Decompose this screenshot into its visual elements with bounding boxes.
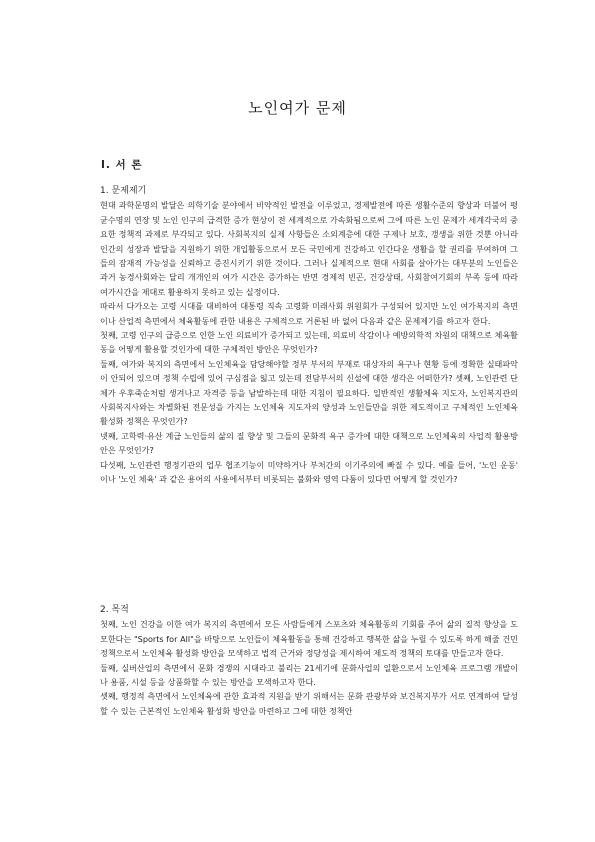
paragraph: 현대 과학문명의 발달은 의학기술 분야에서 비약적인 발전을 이루었고, 경제발전에 따른 생활수준의 향상과 더불어 평균수명의 연장 및 노인 인구의 급격한 증가 현상이 전 세계적으로 가속화됨으로써 그에 따른 노인 문제가 세계각국의 중요한 정책적 과제로 부각되고 있다. 사회복지의 실제 사항들은 소외계층에 대한 구제나 보호, 갱생을 위한 것뿐 아니라 인간의 성장과 발달을 지원하기 위한 개입활동으로서 모든 국민에게 건강하고 인간다운 생활을 할 권리를 부여하며 그들의 잠재적 가능성을 신뢰하고 증진시키기 위한 것이다. 그러나 실제적으로 현대 사회를 살아가는 대부분의 노인들은 과거 농경사회와는 달리 개개인의 여가 시간은 증가하는 반면 경제적 빈곤, 건강상태, 사회참여기회의 부족 등에 따라 여가시간을 제대로 활용하지 못하고 있는 실정이다. [100, 200, 518, 297]
paragraph: 첫째, 고령 인구의 급증으로 인한 노인 의료비가 증가되고 있는데, 의료비 삭감이나 예방의학적 차원의 대책으로 체육활동을 어떻게 활용할 것인가에 대한 구체적인 방안은 무엇인가? [100, 330, 518, 355]
paragraph: 넷째, 고학력·유산 계급 노인들의 삶의 질 향상 및 그들의 문화적 욕구 증가에 대한 대책으로 노인체육의 사업적 활용방안은 무엇인가? [100, 430, 518, 456]
document-title: 노인여가 문제 [248, 99, 347, 117]
section-heading-introduction: Ⅰ. 서 론 [101, 159, 143, 171]
subsection-purpose [100, 603, 518, 718]
paragraph: 둘째, 실버산업의 측면에서 문화 경쟁의 시대라고 불리는 21세기에 문화사업의 일환으로서 노인체육 프로그램 개발이나 용품, 시설 등을 상품화할 수 있는 방안을 모색하고자 한다. [100, 662, 518, 688]
paragraph: 첫째, 노인 건강을 이한 여가 복지의 측면에서 모든 사람들에게 스포츠와 체육활동의 기회를 주어 삶의 질적 향상을 도모한다는 "Sports for All"을 바탕으로 노인들이 체육활동을 통해 건강하고 행복한 삶을 누릴 수 있도록 하게 해줄 건민 정책으로서 노인체육 활성화 방안을 모색하고 법적 근거와 정당성을 제시하여 제도적 정책의 토대를 만들고자 한다. [100, 619, 518, 659]
subsection-heading: 1. 문제제기 [100, 186, 147, 196]
paragraph: 따라서 다가오는 고령 시대를 대비하여 대통령 직속 고령화 미래사회 위원회가 구성되어 있지만 노인 여가복지의 측면이나 산업적 측면에서 체육활동에 관한 내용은 구체적으로 거론된 바 없어 다음과 같은 문제제기를 하고자 한다. [100, 301, 518, 326]
subsection-heading: 2. 목적 [100, 605, 129, 615]
paragraph: 둘째, 여가와 복지의 측면에서 노인체육을 담당해야할 정부 부서의 부재로 대상자의 욕구나 현황 등에 정확한 실태파악이 안되어 있으며 정책 수립에 있어 구심점을 잃고 있는데 전담부서의 신설에 대한 생각은 어떠한가? 셋째, 노인관련 단체가 우후죽순처럼 생겨나고 자격증 등을 남발하는데 대한 지침이 필요하다. 일반적인 생활체육 지도자, 노인복지관의 사회복지사와는 차별화된 전문성을 가지는 노인체육 지도자의 양성과 노인들만을 위한 제도적이고 구체적인 노인체육 활성화 정책은 무엇인가? [100, 358, 518, 427]
paragraph: 다섯째, 노인관련 행정기관의 업무 협조기능이 미약하거나 부처간의 이기주의에 빠질 수 있다. 예를 들어, '노인 운동' 이나 '노인 체육' 과 같은 용어의 사용에서부터 비롯되는 불화와 영역 다툼이 있다면 어떻게 할 것인가? [100, 459, 518, 485]
paragraph: 셋째, 행정적 측면에서 노인체육에 관한 효과적 지원을 받기 위해서는 문화 관광부와 보건복지부가 서로 연계하여 달성할 수 있는 근본적인 노인체육 활성화 방안을 마련하고 그에 대한 정책안 [100, 691, 518, 716]
subsection-problem-statement [100, 184, 518, 487]
